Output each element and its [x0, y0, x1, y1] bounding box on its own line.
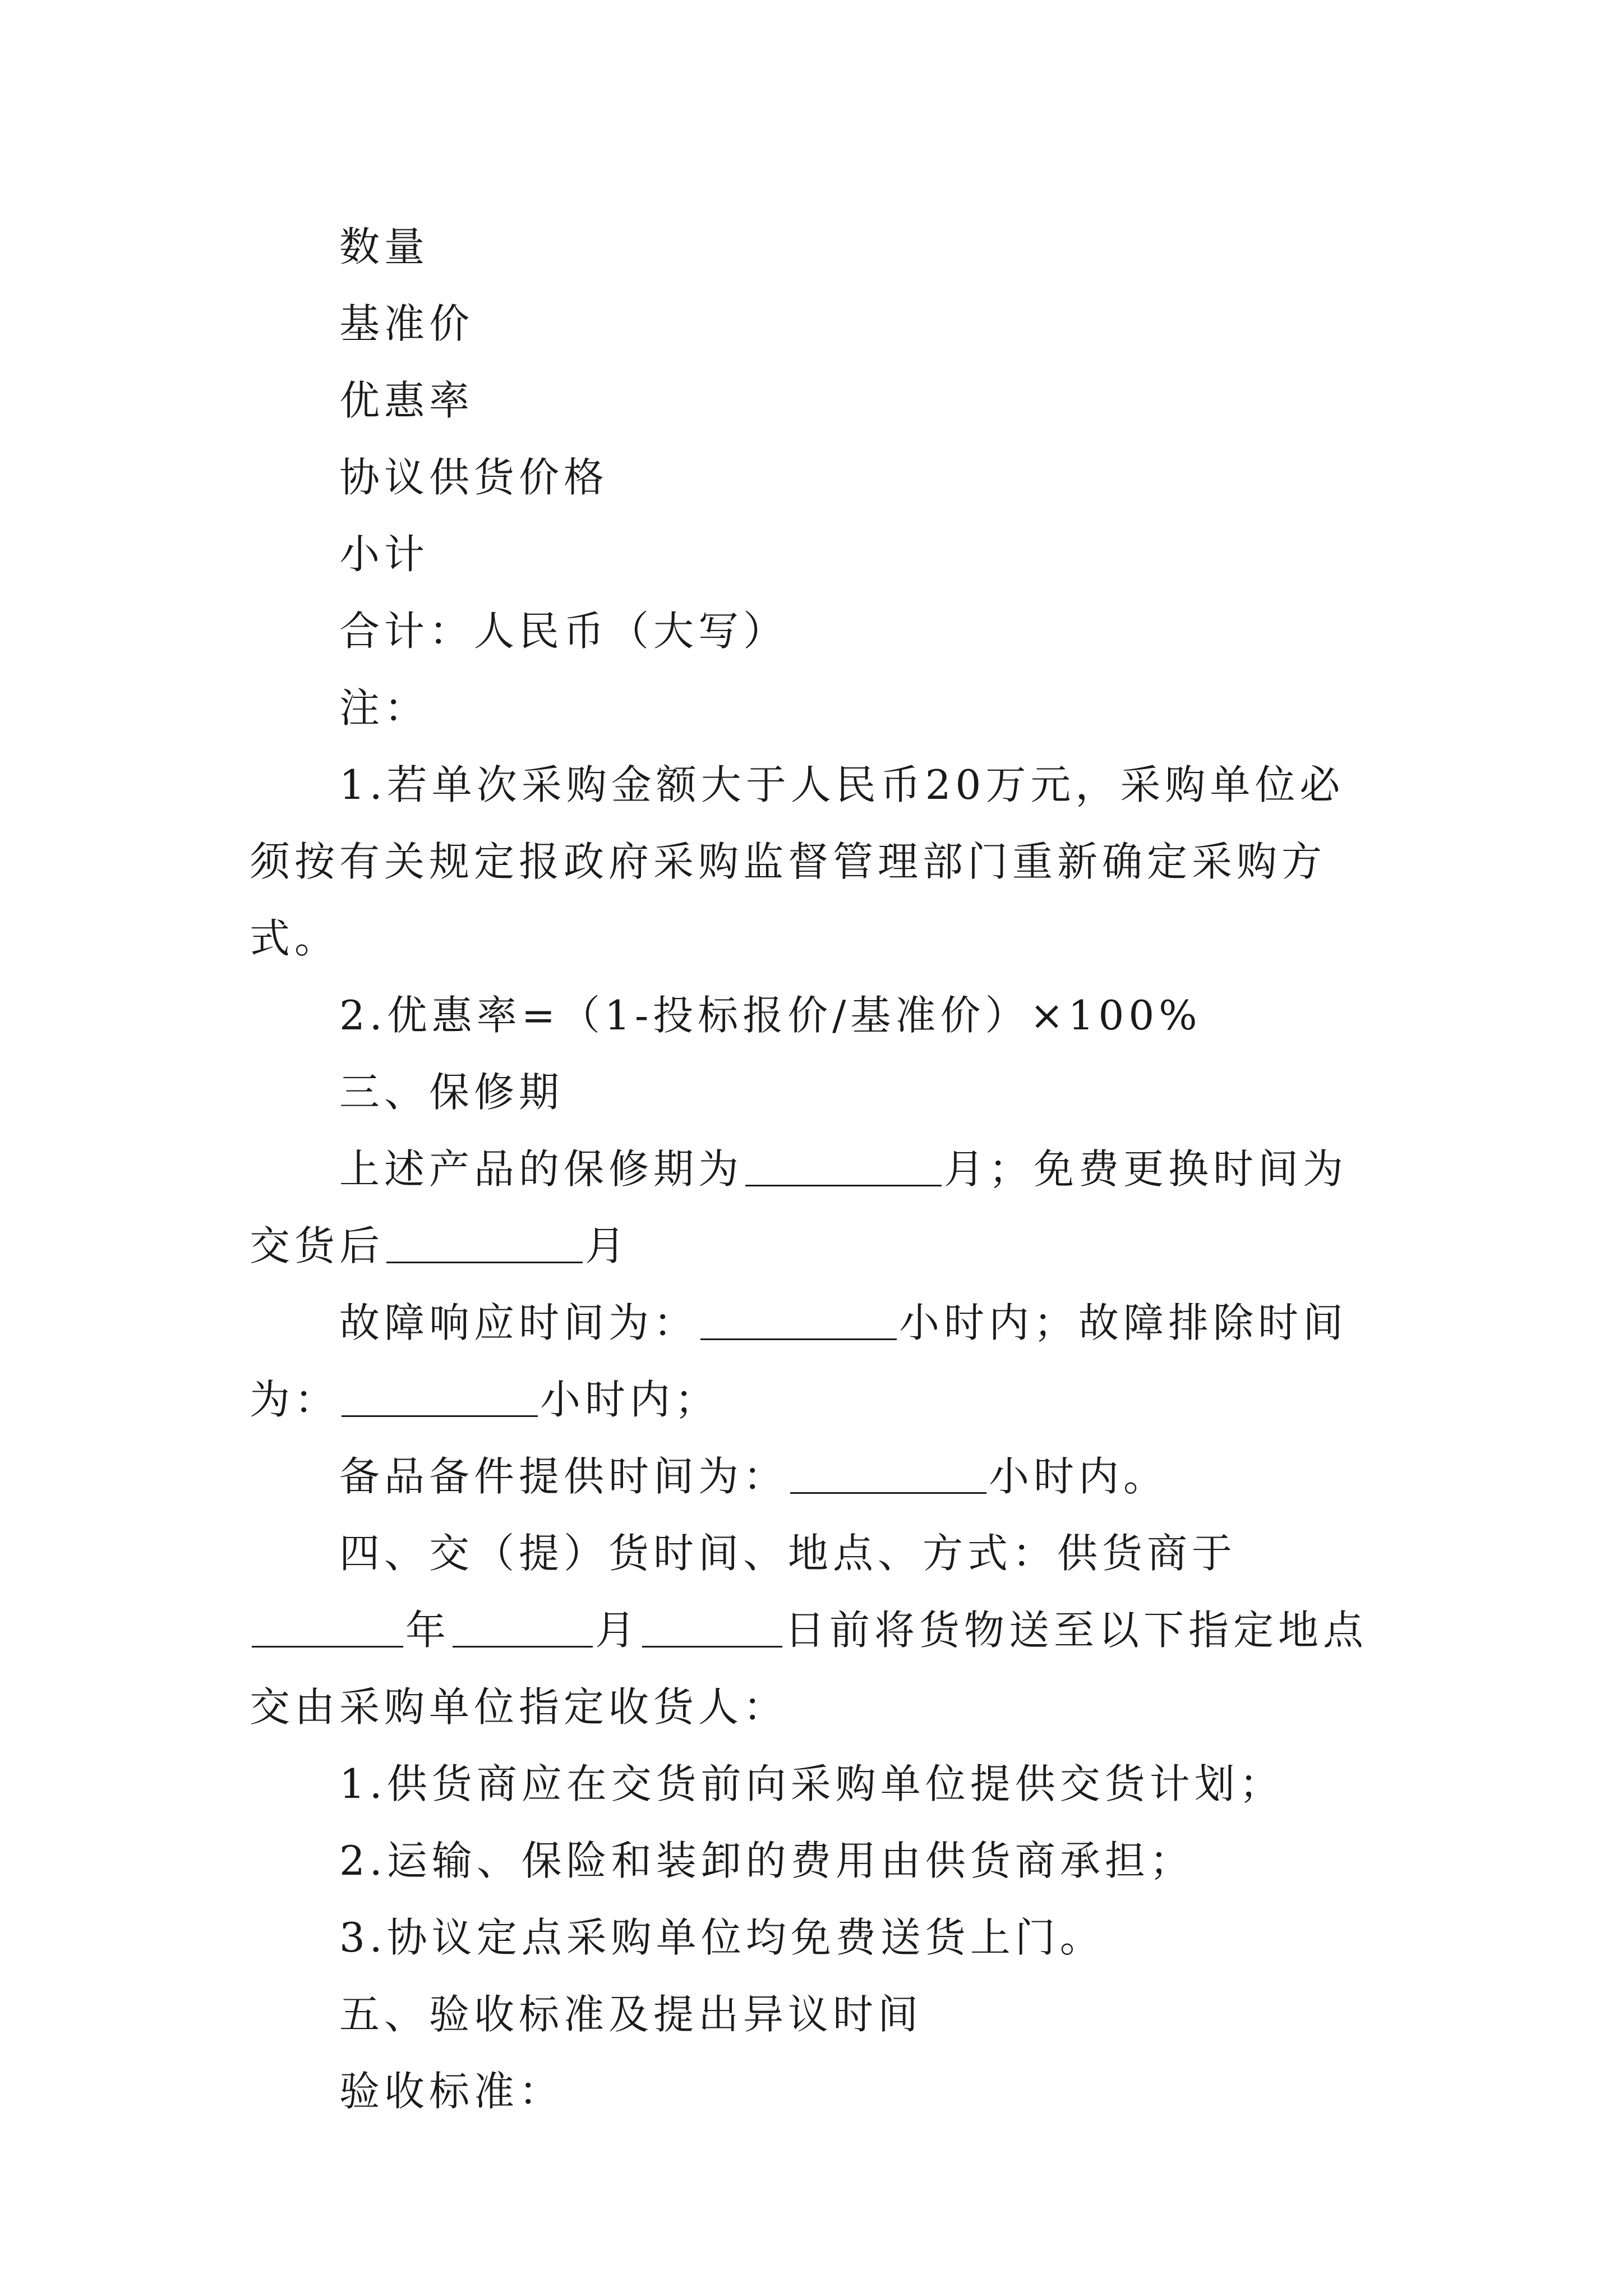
delivery-text-month: 月 — [595, 1607, 640, 1654]
fault-response-line — [250, 1285, 1377, 1438]
spare-text-1: 备品备件提供时间为： — [339, 1453, 789, 1500]
fault-text-2: 小时内；故障排除时间为： — [250, 1299, 1348, 1423]
line-quantity: 数量 — [339, 223, 430, 270]
month-blank — [453, 1605, 593, 1648]
warranty-text-1: 上述产品的保修期为 — [339, 1145, 744, 1193]
line-agreement-price: 协议供货价格 — [339, 454, 609, 501]
note-item-1: 1.若单次采购金额大于人民币20万元，采购单位必须按有关规定报政府采购监督管理部门重新确定采购方式。 — [250, 761, 1345, 962]
delivery-item-2: 2.运输、保险和装卸的费用由供货商承担； — [339, 1837, 1195, 1884]
delivery-text-year: 年 — [405, 1607, 451, 1654]
acceptance-standard-label: 验收标准： — [339, 2068, 564, 2115]
line-total: 合计：人民币（大写） — [339, 608, 789, 655]
repair-hours-blank — [342, 1375, 538, 1417]
delivery-item-1: 1.供货商应在交货前向采购单位提供交货计划； — [339, 1760, 1284, 1807]
line-subtotal: 小计 — [339, 531, 430, 578]
note-item-2: 2.优惠率=（1-投标报价/基准价）×100% — [339, 992, 1202, 1039]
spare-text-2: 小时内。 — [989, 1453, 1169, 1500]
line-base-price: 基准价 — [339, 300, 474, 347]
document-body — [250, 209, 1377, 2130]
warranty-text-2: 月；免费更换时间为交货后 — [250, 1145, 1348, 1269]
response-hours-blank — [700, 1298, 897, 1340]
fault-text-1: 故障响应时间为： — [339, 1299, 699, 1346]
delivery-text-1: 四、交（提）货时间、地点、方式：供货商于 — [339, 1530, 1237, 1577]
section-heading-acceptance: 五、验收标准及提出异议时间 — [339, 1991, 923, 2038]
line-discount-rate: 优惠率 — [339, 377, 474, 424]
warranty-months-blank — [745, 1144, 942, 1186]
day-blank — [642, 1605, 782, 1648]
spare-parts-line — [250, 1438, 1377, 1515]
warranty-period-line — [250, 1131, 1377, 1285]
line-note-heading: 注： — [339, 684, 430, 731]
warranty-text-3: 月 — [585, 1222, 630, 1269]
delivery-text-2: 日前将货物送至以下指定地点交由采购单位指定收货人： — [250, 1607, 1368, 1731]
spare-hours-blank — [790, 1452, 986, 1494]
replacement-months-blank — [386, 1221, 583, 1263]
delivery-line — [250, 1515, 1377, 1746]
section-heading-warranty: 三、保修期 — [339, 1069, 564, 1116]
fault-text-3: 小时内； — [540, 1376, 720, 1423]
delivery-item-3: 3.协议定点采购单位均免费送货上门。 — [339, 1914, 1105, 1961]
year-blank — [252, 1605, 403, 1648]
